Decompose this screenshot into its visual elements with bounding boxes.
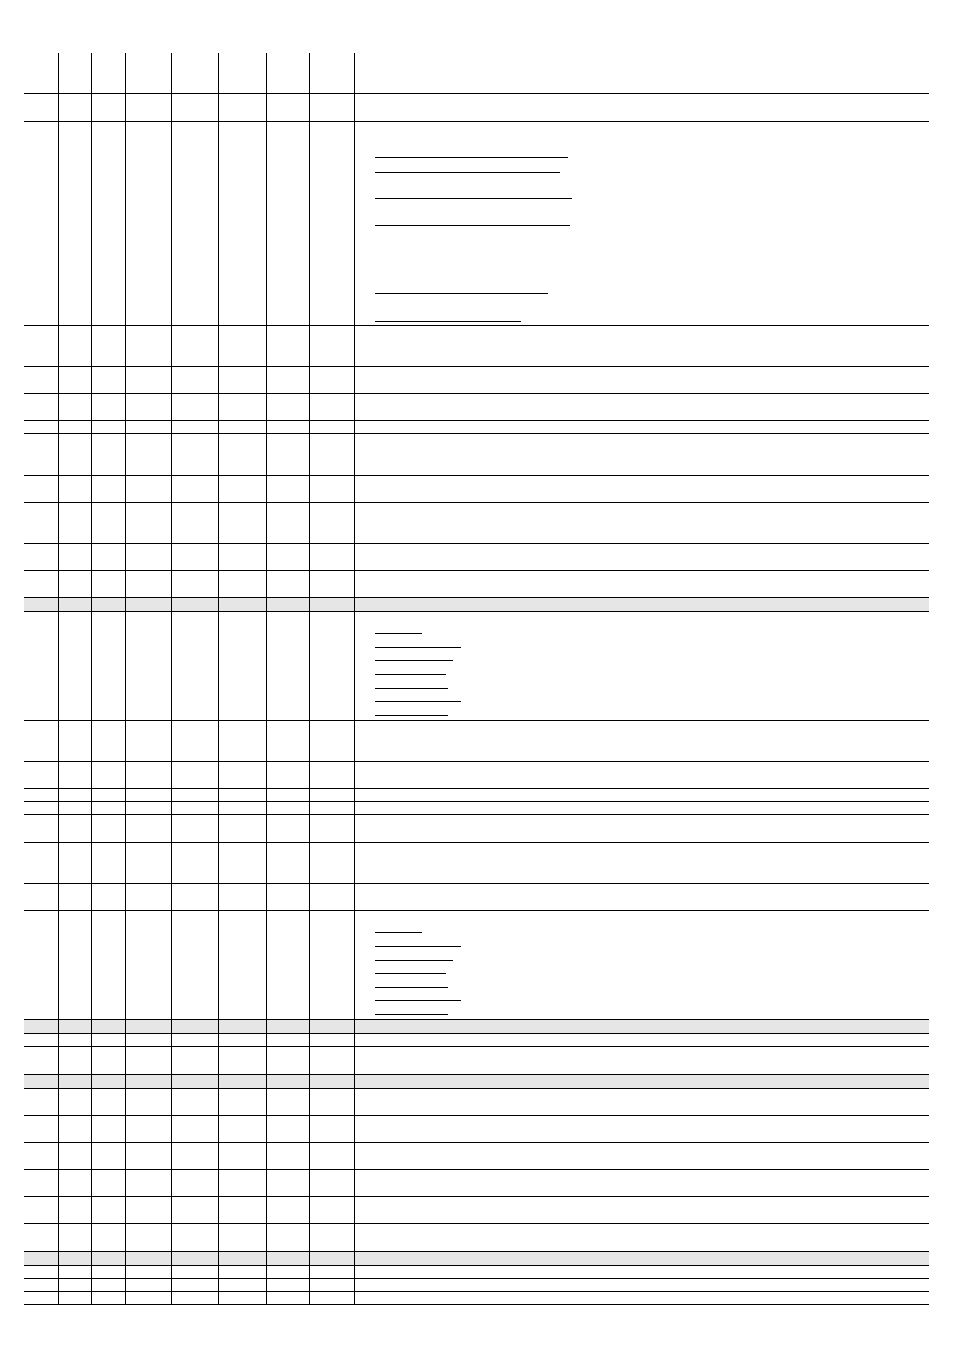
shaded-row-band <box>24 1019 929 1033</box>
column-rules <box>59 53 355 1304</box>
shaded-row-band <box>24 597 929 611</box>
shaded-row-band <box>24 1251 929 1265</box>
shaded-row-band <box>24 1074 929 1088</box>
row-rules <box>24 94 929 1305</box>
entry-underlines <box>375 158 572 1015</box>
shaded-rows <box>24 597 929 1265</box>
